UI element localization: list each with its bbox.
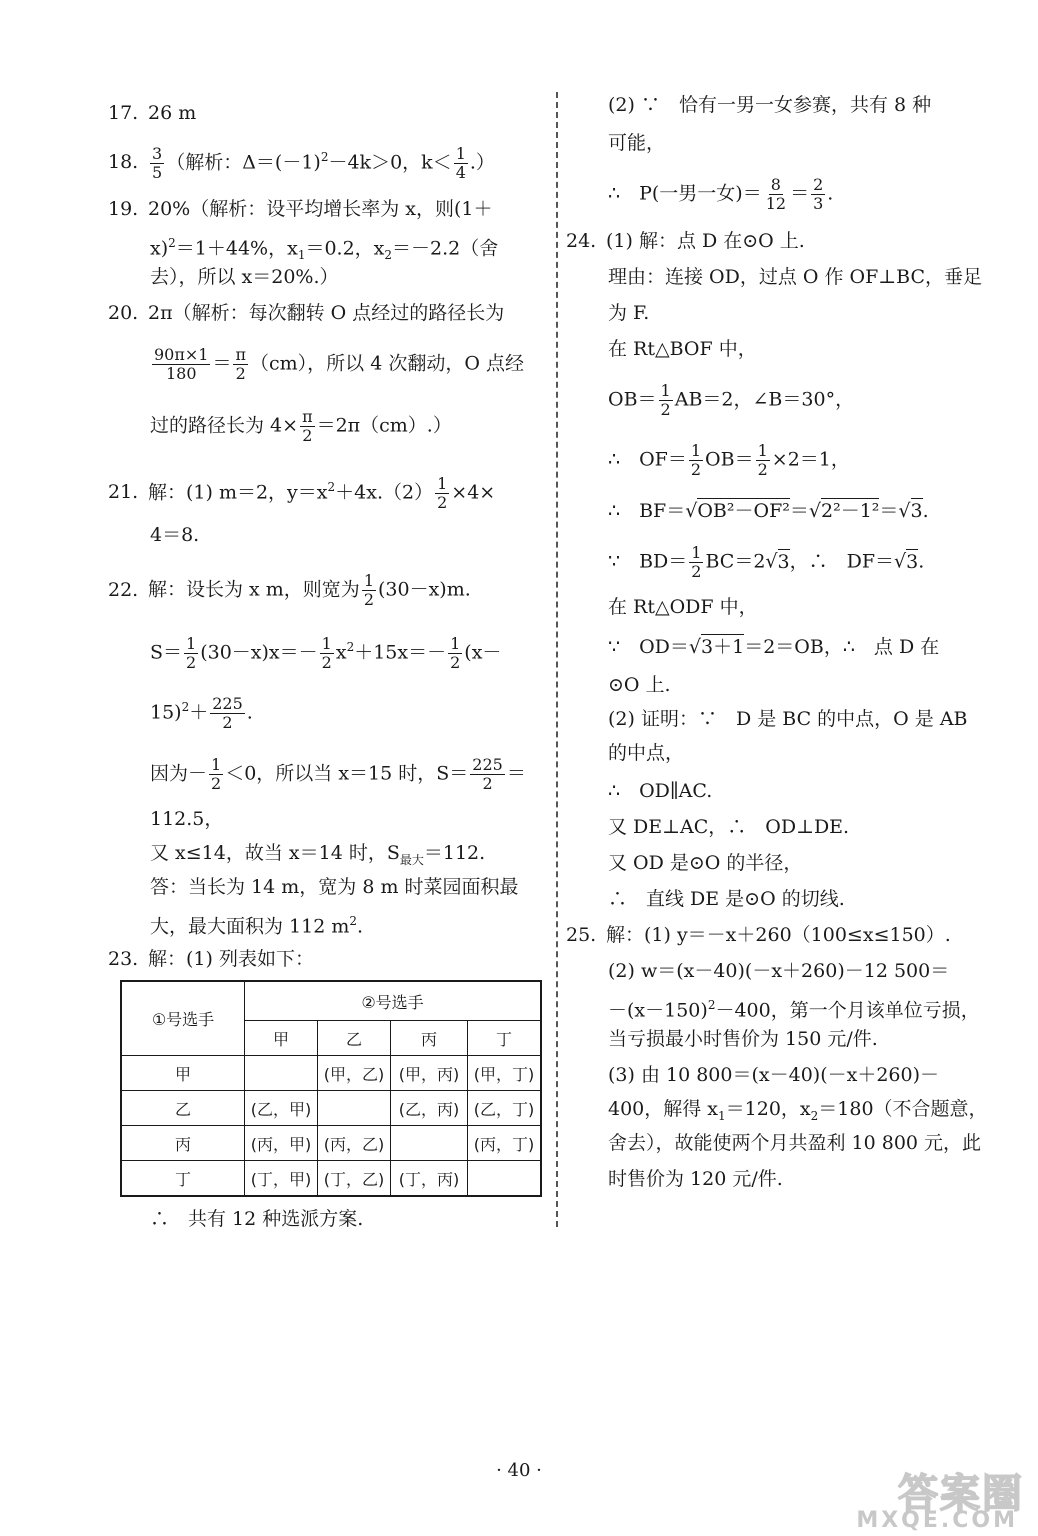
answer-19-line1: 19. 20%（解析：设平均增长率为 x，则(1＋ — [108, 198, 493, 220]
answer-25-line3: $-(x-150)^2-400$，第一个月该单位亏损， — [608, 998, 980, 1022]
answer-24-line8: ∵ BD＝ $\frac{1}{2}$ BC＝2√3，∴ DF＝√3. — [608, 543, 925, 581]
answer-24-line14: ∴ OD∥AC. — [608, 780, 713, 802]
table-row: 丙 (丙，甲) (丙，乙) (丙，丁) — [121, 1126, 541, 1161]
table-col-header: 丙 — [391, 1021, 468, 1056]
answer-22-line8: 大，最大面积为 112 $m^2$. — [150, 914, 364, 938]
table-col-header: 乙 — [318, 1021, 391, 1056]
table-group-header: ②号选手 — [245, 981, 542, 1021]
answer-23-line1: 23. 解：(1) 列表如下： — [108, 948, 314, 970]
answer-17: 17. 26 m — [108, 102, 197, 124]
answer-22-line2: S＝ $\frac{1}{2}$ (30－x)x＝－ $\frac{1}{2}$ $x^2+15x=-$ $\frac{1}{2}$ (x－ — [150, 633, 502, 672]
answer-18: 18. $\frac{3}{5}$ （解析：$\Delta=(-1)^2-4k>0$，k＜ $\frac{1}{4}$ .） — [108, 143, 495, 182]
watermark-text: 答案圈 — [898, 1471, 1024, 1517]
answer-24-line6: ∴ OF＝ $\frac{1}{2}$ OB＝ $\frac{1}{2}$ ×2＝1， — [608, 441, 850, 479]
answer-25-line4: 当亏损最小时售价为 150 元/件. — [608, 1028, 878, 1050]
answer-20-line2: $\frac{90\pi\times 1}{180}$ ＝ $\frac{\pi}{2}$ （cm），所以 4 次翻动，O 点经 — [154, 345, 524, 383]
page-number: · 40 · — [496, 1460, 542, 1481]
answer-22-line3: 15)$^2$＋ $\frac{225}{2}$ . — [150, 693, 253, 732]
column-divider — [556, 92, 558, 1227]
answer-22-line7: 答：当长为 14 m，宽为 8 m 时菜园面积最 — [150, 876, 519, 898]
answer-21-line2: 4＝8. — [150, 524, 200, 546]
answer-21-line1: 21. 解：(1) m＝2，$y=x^2+4x.(2)$ $\frac{1}{2}$ ×4× — [108, 473, 496, 512]
answer-25-line1: 25. 解：(1) y＝－x＋260（100≤x≤150）. — [566, 924, 951, 946]
answer-20-line3: 过的路径长为 4× $\frac{\pi}{2}$ ＝2π（cm）.） — [150, 407, 452, 445]
answer-22-line1: 22. 解：设长为 x m，则宽为 $\frac{1}{2}$ (30－x)m. — [108, 571, 471, 609]
answer-24-line11: ⊙O 上. — [608, 674, 671, 696]
answer-24-line13: 的中点， — [608, 742, 685, 764]
answer-19-line3: 去），所以 x＝20%.） — [150, 266, 339, 288]
fraction: $\frac{3}{5}$ — [152, 143, 163, 182]
answer-25-line5: (3) 由 10 800＝(x－40)(－x＋260)－ — [608, 1064, 939, 1086]
answer-20-line1: 20. 2π（解析：每次翻转 O 点经过的路径长为 — [108, 302, 505, 324]
answer-24-line15: 又 DE⊥AC，∴ OD⊥DE. — [608, 816, 850, 838]
answer-19-line2: x)$^2$＝1＋44%，$x_1=0.2$，$x_2=-2.2$（舍 — [150, 236, 499, 263]
answer-24-line17: ∴ 直线 DE 是⊙O 的切线. — [608, 888, 845, 910]
answer-23-part2-line1: (2) ∵ 恰有一男一女参赛，共有 8 种 — [608, 94, 932, 116]
answer-24-line3: 为 F. — [608, 302, 650, 324]
answer-24-line7: ∴ BF＝√OB²－OF²＝√2²－1²＝√3. — [608, 500, 929, 522]
answer-23-conclusion: ∴ 共有 12 种选派方案. — [150, 1208, 364, 1230]
watermark-logo — [824, 1462, 1024, 1532]
table-col-header: 甲 — [245, 1021, 318, 1056]
answer-24-line10: ∵ OD＝√3＋1＝2＝OB，∴ 点 D 在 — [608, 636, 940, 658]
table-row: 丁 (丁，甲) (丁，乙) (丁，丙) — [121, 1161, 541, 1197]
answer-24-line5: OB＝ $\frac{1}{2}$ AB＝2，∠B＝30°， — [608, 381, 855, 419]
answer-24-line9: 在 Rt△ODF 中， — [608, 596, 758, 618]
answer-24-line4: 在 Rt△BOF 中， — [608, 338, 757, 360]
answer-22-line4: 因为－ $\frac{1}{2}$ ＜0，所以当 x＝15 时，S＝ $\frac{225}{2}$ ＝ — [150, 755, 526, 793]
answer-24-line16: 又 OD 是⊙O 的半径， — [608, 852, 803, 874]
answer-25-line6: 400，解得 $x_1=120$，$x_2=180$（不合题意， — [608, 1098, 988, 1123]
answer-22-line6: 又 x≤14，故当 x＝14 时，$S_{最大}=112$. — [150, 842, 486, 867]
answer-24-line1: 24. (1) 解：点 D 在⊙O 上. — [566, 230, 805, 252]
watermark-url: MXQE.COM — [856, 1508, 1018, 1533]
answer-23-part2-line2: 可能， — [608, 132, 666, 154]
table-corner: ①号选手 — [121, 981, 245, 1056]
fraction: $\frac{1}{4}$ — [455, 143, 466, 182]
answer-24-line12: (2) 证明：∵ D 是 BC 的中点，O 是 AB — [608, 708, 968, 730]
answer-25-line7: 舍去），故能使两个月共盈利 10 800 元，此 — [608, 1132, 982, 1154]
answer-24-line2: 理由：连接 OD，过点 O 作 OF⊥BC，垂足 — [608, 266, 983, 288]
table-row: 甲 (甲，乙) (甲，丙) (甲，丁) — [121, 1056, 541, 1091]
selection-table — [120, 980, 542, 1197]
answer-25-line8: 时售价为 120 元/件. — [608, 1168, 783, 1190]
answer-25-line2: (2) w＝(x－40)(－x＋260)－12 500＝ — [608, 960, 950, 982]
table-row: 乙 (乙，甲) (乙，丙) (乙，丁) — [121, 1091, 541, 1126]
table-col-header: 丁 — [468, 1021, 542, 1056]
answer-23-part2-line3: ∴ P(一男一女)＝ $\frac{8}{12}$ ＝ $\frac{2}{3}$ . — [608, 175, 834, 213]
answer-22-line5: 112.5， — [150, 808, 224, 830]
